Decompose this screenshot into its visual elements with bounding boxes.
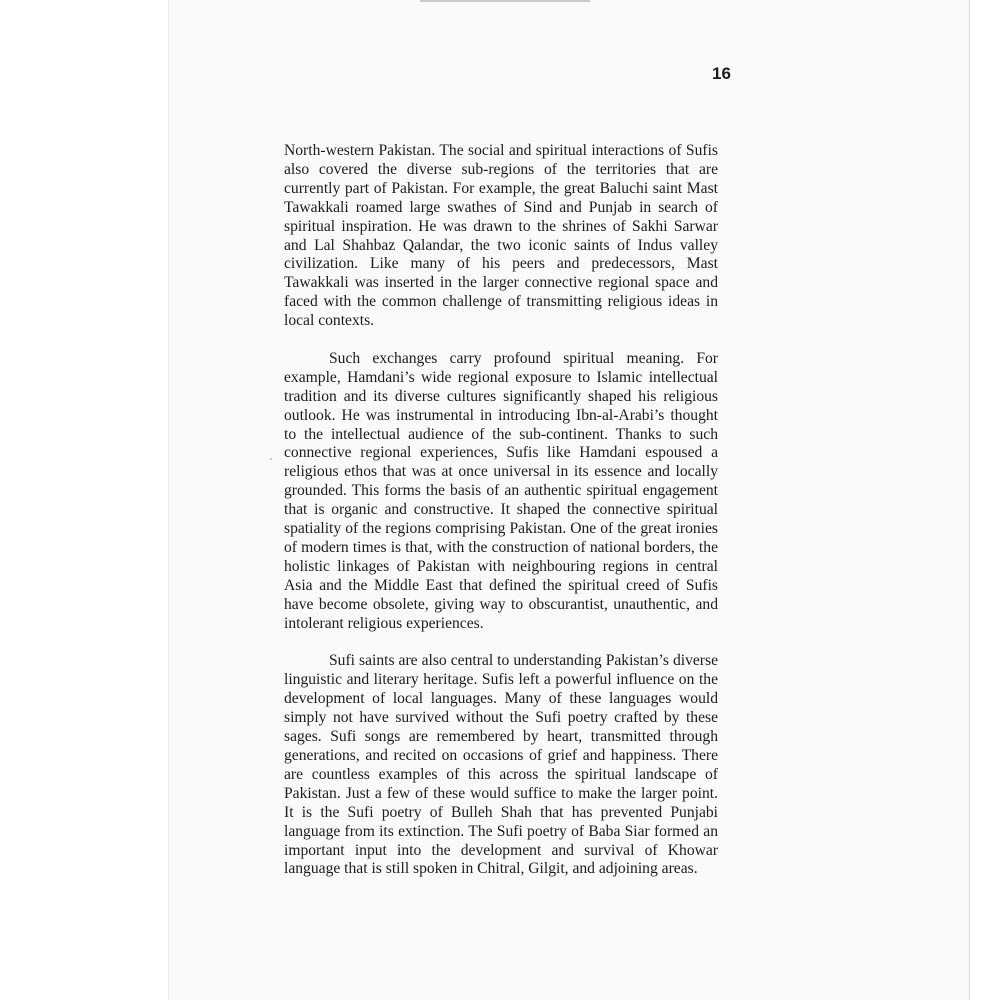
- top-edge-mark: [420, 0, 590, 2]
- body-text: [284, 142, 718, 898]
- page-number: 16: [712, 64, 731, 83]
- paragraph-2: Such exchanges carry profound spiritual meaning. For example, Hamdani’s wide regional exposure to Islamic intellectual tradition and its diverse cultures significantly shaped his religious outlook. He was instrumental in introducing Ibn-al-Arabi’s thought to the intellectual audience of the sub-continent. Thanks to such connective regional experiences, Sufis like Hamdani espoused a religious ethos that was at once universal in its essence and locally grounded. This forms the basis of an authentic spiritual engagement that is organic and constructive. It shaped the connective spiritual spatiality of the regions comprising Pakistan. One of the great ironies of modern times is that, with the construction of national borders, the holistic linkages of Pakistan with neighbouring regions in central Asia and the Middle East that defined the spiritual creed of Sufis have become obsolete, giving way to obscurantist, unauthentic, and intolerant religious experiences.: [284, 349, 718, 632]
- paragraph-3: Sufi saints are also central to understanding Pakistan’s diverse linguistic and literary heritage. Sufis left a powerful influence on the development of local languages. Many of these languages would simply not have survived without the Sufi poetry crafted by these sages. Sufi songs are remembered by heart, transmitted through generations, and recited on occasions of grief and happiness. There are countless examples of this across the spiritual landscape of Pakistan. Just a few of these would suffice to make the larger point. It is the Sufi poetry of Bulleh Shah that has prevented Punjabi language from its extinction. The Sufi poetry of Baba Siar formed an important input into the development and survival of Khowar language that is still spoken in Chitral, Gilgit, and adjoining areas.: [284, 652, 718, 878]
- scan-speck: [270, 458, 272, 460]
- paragraph-1: North-western Pakistan. The social and spiritual interactions of Sufis also covered the diverse sub-regions of the territories that are currently part of Pakistan. For example, the great Baluchi saint Mast Tawakkali roamed large swathes of Sind and Punjab in search of spiritual inspiration. He was drawn to the shrines of Sakhi Sarwar and Lal Shahbaz Qalandar, the two iconic saints of Indus valley civilization. Like many of his peers and predecessors, Mast Tawakkali was inserted in the larger connective regional space and faced with the common challenge of transmitting religious ideas in local contexts.: [284, 142, 718, 330]
